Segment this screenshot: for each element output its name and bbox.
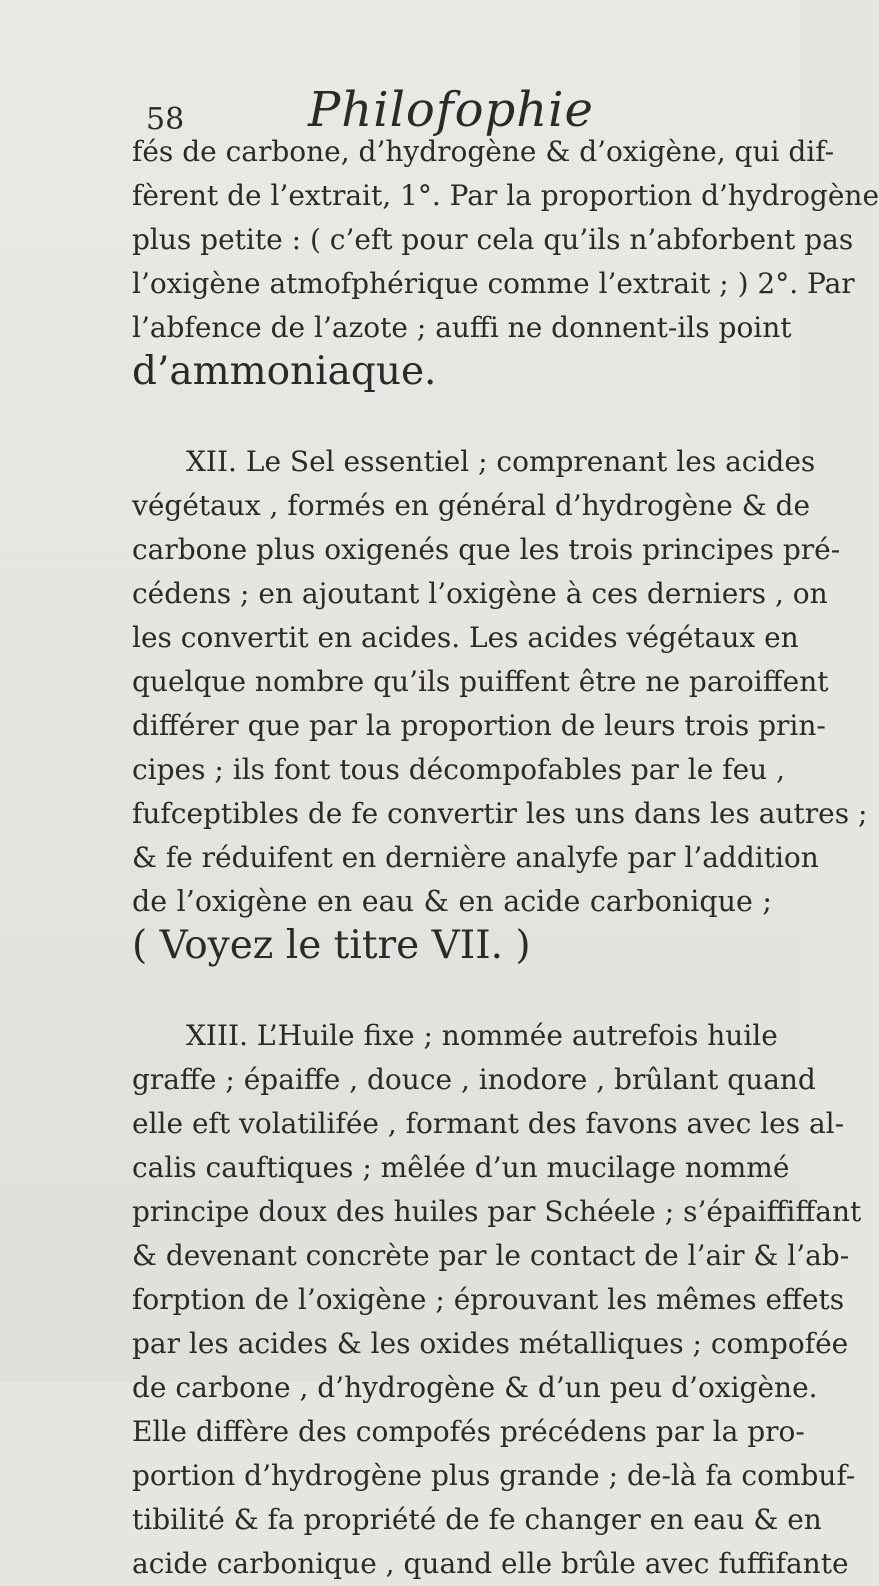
text-line: tibilité & fa propriété de fe changer en eau & en bbox=[132, 1503, 822, 1536]
text-line: l’abfence de l’azote ; auffi ne donnent-ils point bbox=[132, 311, 792, 344]
text-line: fufceptibles de fe convertir les uns dans les autres ; bbox=[132, 797, 868, 830]
page-number: 58 bbox=[146, 102, 185, 137]
text-line: fés de carbone, d’hydrogène & d’oxigène, qui dif- bbox=[132, 135, 835, 168]
text-line: XIII. L’Huile fixe ; nommée autrefois huile bbox=[186, 1019, 778, 1052]
text-line: & fe réduifent en dernière analyfe par l’addition bbox=[132, 841, 819, 874]
text-line: calis cauftiques ; mêlée d’un mucilage nommé bbox=[132, 1151, 790, 1184]
text-line: cipes ; ils font tous décompofables par le feu , bbox=[132, 753, 785, 786]
page-header bbox=[0, 78, 800, 138]
text-line: les convertit en acides. Les acides végétaux en bbox=[132, 621, 799, 654]
text-line: quelque nombre qu’ils puiffent être ne paroiffent bbox=[132, 665, 829, 698]
text-line: elle eft volatilifée , formant des favons avec les al- bbox=[132, 1107, 845, 1140]
text-line: végétaux , formés en général d’hydrogène & de bbox=[132, 489, 811, 522]
running-title: Philofophie bbox=[308, 82, 594, 138]
text-line: plus petite : ( c’eft pour cela qu’ils n’abforbent pas bbox=[132, 223, 854, 256]
paragraph-continuation bbox=[132, 130, 879, 394]
text-line: acide carbonique , quand elle brûle avec fuffifante bbox=[132, 1547, 849, 1580]
text-line: Elle diffère des compofés précédens par la pro- bbox=[132, 1415, 805, 1448]
text-line: forption de l’oxigène ; éprouvant les mêmes effets bbox=[132, 1283, 845, 1316]
text-line: par les acides & les oxides métalliques ; compofée bbox=[132, 1327, 849, 1360]
text-line: de carbone , d’hydrogène & d’un peu d’oxigène. bbox=[132, 1371, 818, 1404]
text-line: ( Voyez le titre VII. ) bbox=[132, 923, 531, 968]
text-line: l’oxigène atmofphérique comme l’extrait ; ) 2°. Par bbox=[132, 267, 855, 300]
text-line: & devenant concrète par le contact de l’air & l’ab- bbox=[132, 1239, 850, 1272]
paragraph-huile-fixe bbox=[132, 1014, 862, 1586]
text-line: portion d’hydrogène plus grande ; de-là fa combuf- bbox=[132, 1459, 856, 1492]
body-text bbox=[132, 130, 879, 1586]
paragraph-gap bbox=[132, 394, 772, 440]
text-line: cédens ; en ajoutant l’oxigène à ces derniers , on bbox=[132, 577, 828, 610]
text-line: graffe ; épaiffe , douce , inodore , brûlant quand bbox=[132, 1063, 816, 1096]
text-line: carbone plus oxigenés que les trois principes pré- bbox=[132, 533, 841, 566]
text-line: principe doux des huiles par Schéele ; s’épaiffiffant bbox=[132, 1195, 862, 1228]
text-line: XII. Le Sel essentiel ; comprenant les acides bbox=[186, 445, 816, 478]
text-line: d’ammoniaque. bbox=[132, 349, 437, 394]
paragraph-sel-essentiel bbox=[132, 440, 868, 968]
text-line: fèrent de l’extrait, 1°. Par la proportion d’hydrogène bbox=[132, 179, 879, 212]
paragraph-gap bbox=[132, 968, 772, 1014]
text-line: de l’oxigène en eau & en acide carbonique ; bbox=[132, 885, 772, 918]
text-line: différer que par la proportion de leurs trois prin- bbox=[132, 709, 826, 742]
